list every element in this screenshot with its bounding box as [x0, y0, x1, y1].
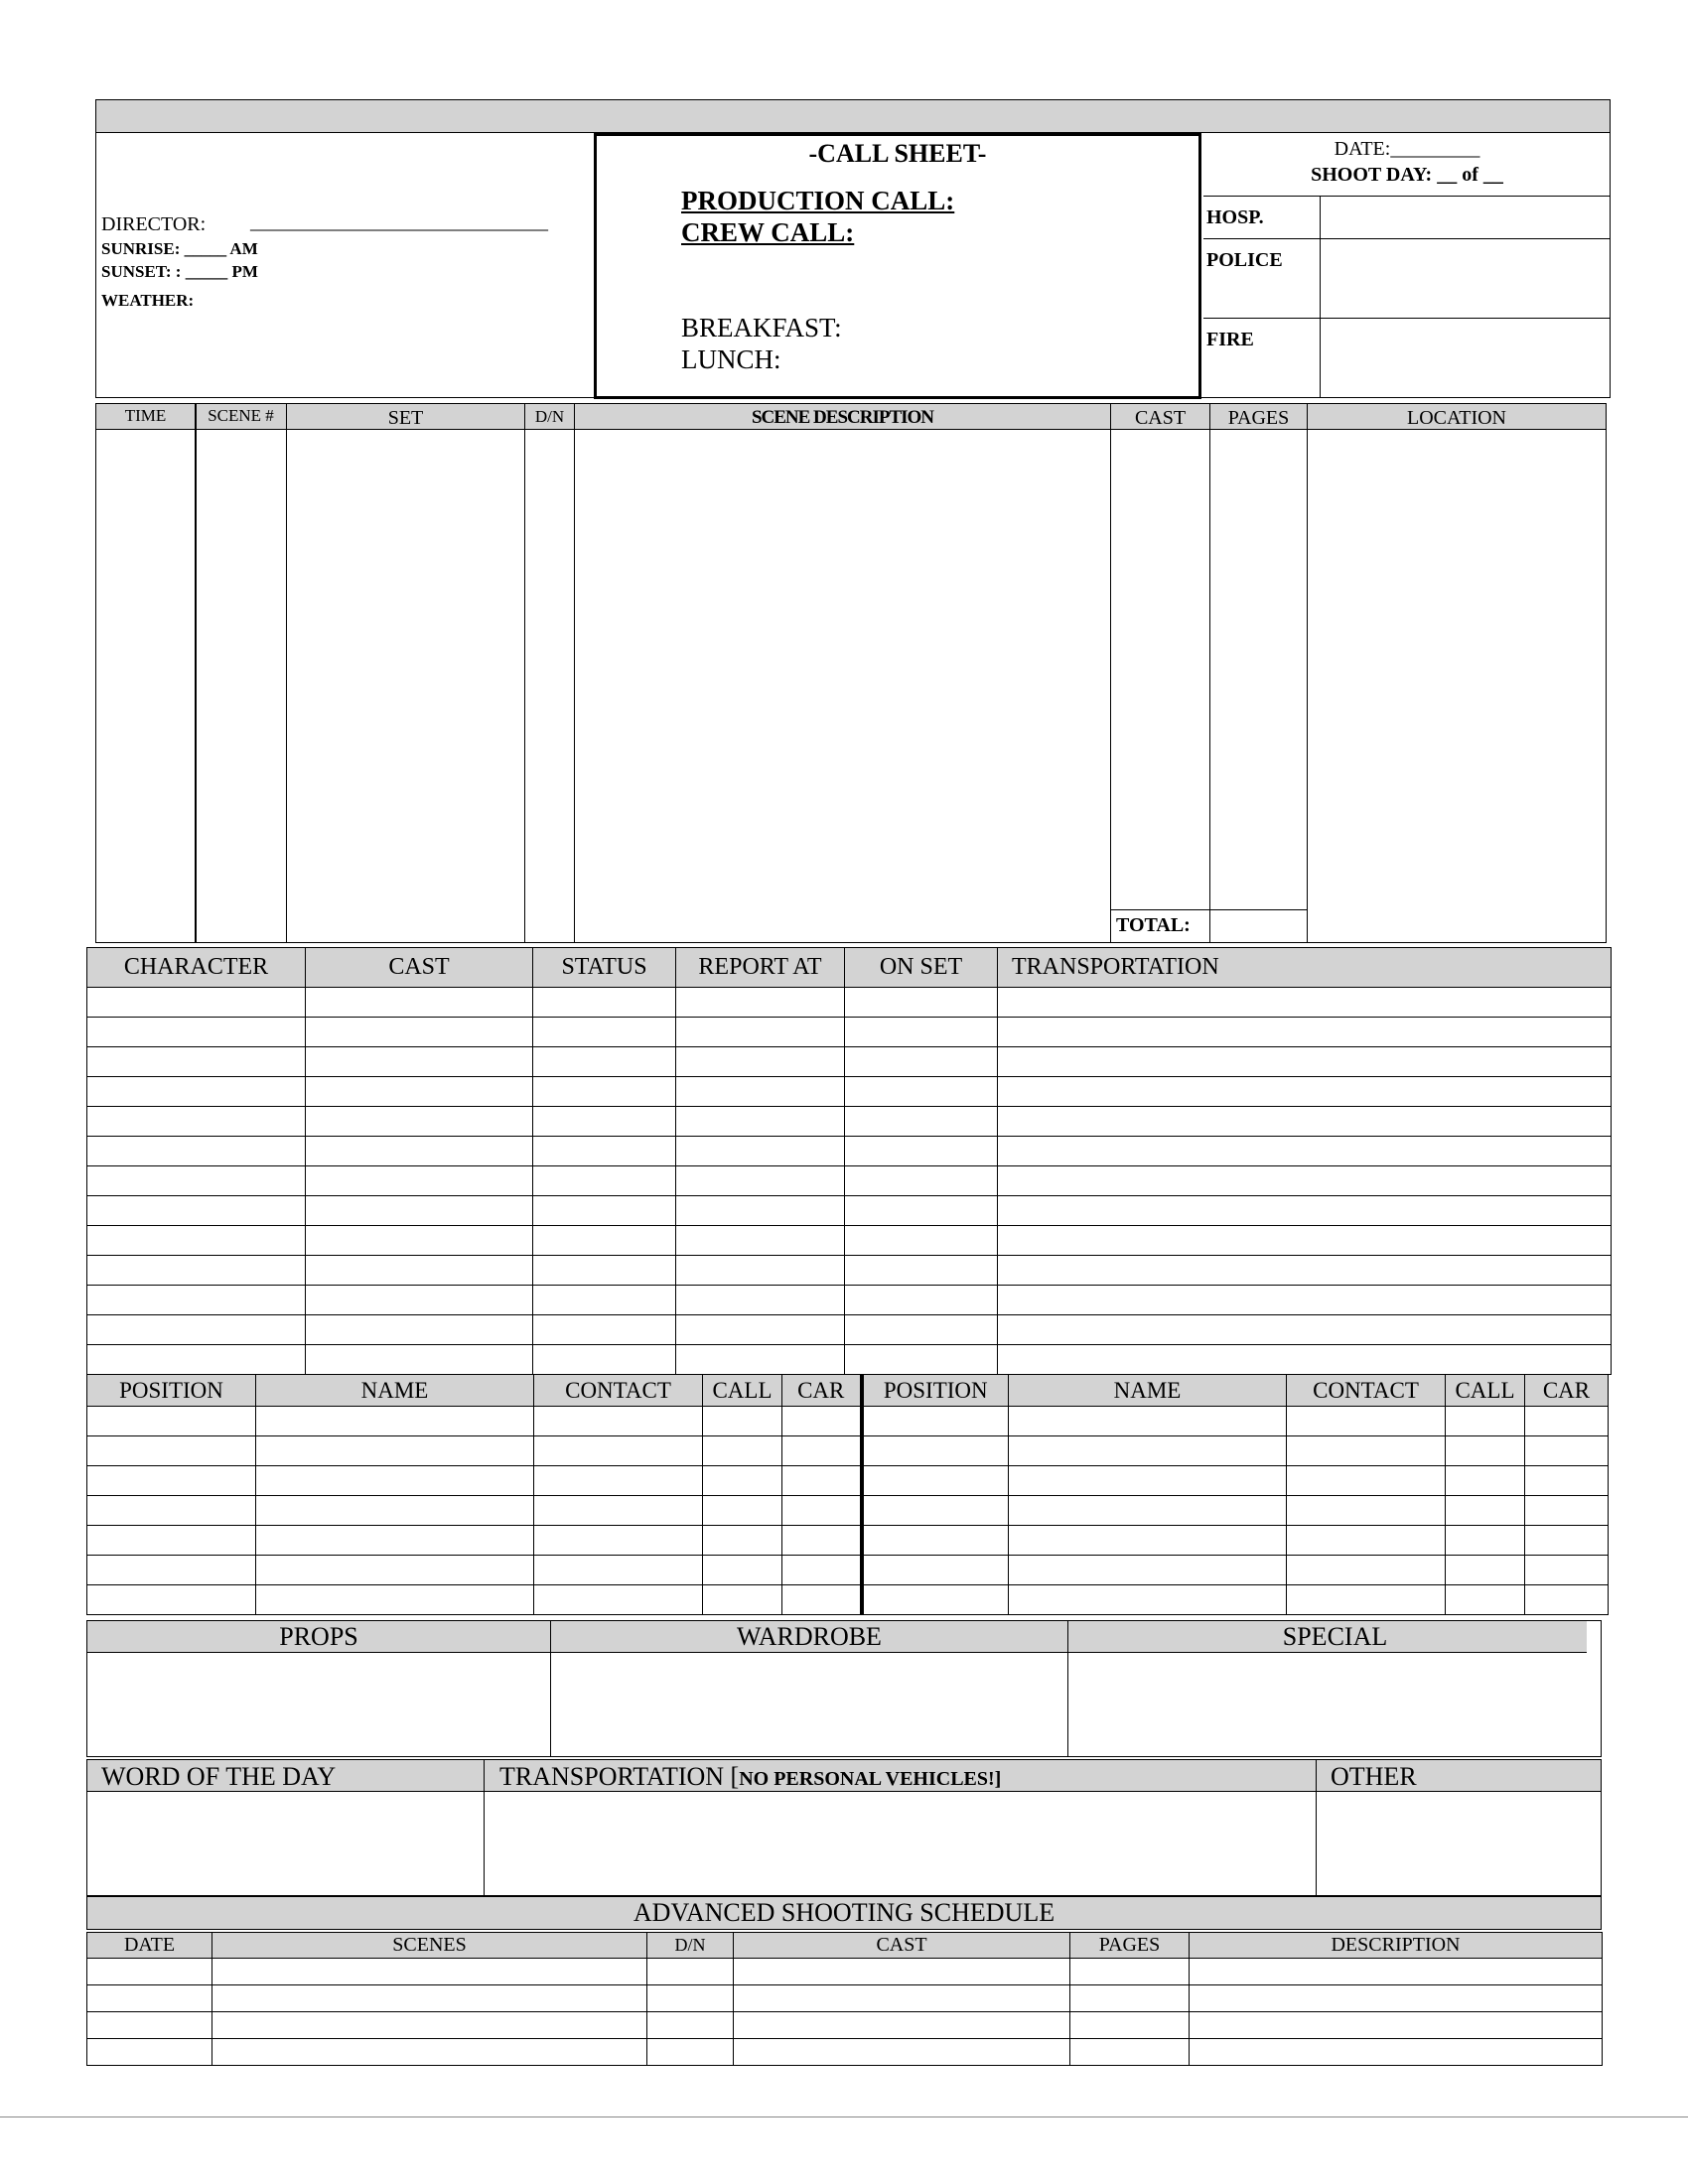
table-cell[interactable] — [533, 1047, 676, 1077]
table-cell[interactable] — [87, 1018, 306, 1047]
table-cell[interactable] — [1190, 1985, 1603, 2012]
table-cell[interactable] — [676, 1137, 845, 1166]
table-cell[interactable] — [862, 1466, 1009, 1496]
scenes-table — [95, 403, 1607, 943]
table-cell[interactable] — [782, 1407, 862, 1436]
scenes-col-location: LOCATION — [1407, 407, 1506, 429]
scenes-col-description: SCENE DESCRIPTION — [751, 407, 934, 428]
table-cell[interactable] — [534, 1407, 703, 1436]
table-cell[interactable] — [1287, 1407, 1446, 1436]
table-cell[interactable] — [703, 1466, 782, 1496]
table-cell[interactable] — [1009, 1436, 1287, 1466]
table-cell[interactable] — [1190, 1959, 1603, 1985]
table-cell[interactable] — [845, 1315, 998, 1345]
crew-table — [86, 1374, 1609, 1615]
table-cell[interactable] — [534, 1436, 703, 1466]
table-cell[interactable] — [998, 1166, 1612, 1196]
police-label: POLICE — [1206, 249, 1283, 271]
cast-table — [86, 947, 1612, 1375]
table-cell[interactable] — [998, 988, 1612, 1018]
table-cell[interactable] — [862, 1496, 1009, 1526]
table-row — [87, 1407, 1609, 1436]
table-cell[interactable] — [533, 1226, 676, 1256]
table-cell[interactable] — [703, 1526, 782, 1556]
table-cell[interactable] — [1525, 1556, 1609, 1585]
table-cell[interactable] — [676, 1047, 845, 1077]
adv-col-scenes: SCENES — [212, 1933, 647, 1959]
table-cell[interactable] — [998, 1107, 1612, 1137]
page-bottom-rule — [0, 2116, 1688, 2117]
lunch-label: LUNCH: — [681, 344, 781, 374]
table-cell[interactable] — [1287, 1466, 1446, 1496]
table-cell[interactable] — [87, 1256, 306, 1286]
table-cell[interactable] — [256, 1496, 534, 1526]
table-cell[interactable] — [998, 1077, 1612, 1107]
table-cell[interactable] — [1009, 1466, 1287, 1496]
table-cell[interactable] — [256, 1466, 534, 1496]
table-cell[interactable] — [845, 1047, 998, 1077]
table-cell[interactable] — [306, 1107, 533, 1137]
table-cell[interactable] — [256, 1585, 534, 1615]
table-cell[interactable] — [256, 1407, 534, 1436]
table-cell[interactable] — [1070, 1959, 1190, 1985]
table-cell[interactable] — [256, 1556, 534, 1585]
table-cell[interactable] — [998, 1256, 1612, 1286]
table-cell[interactable] — [998, 1315, 1612, 1345]
table-cell[interactable] — [703, 1496, 782, 1526]
table-cell[interactable] — [734, 1959, 1070, 1985]
crew-col-call-2: CALL — [1446, 1375, 1525, 1407]
table-cell[interactable] — [862, 1556, 1009, 1585]
table-cell[interactable] — [87, 1196, 306, 1226]
table-cell[interactable] — [845, 1166, 998, 1196]
table-cell[interactable] — [845, 1107, 998, 1137]
table-cell[interactable] — [862, 1585, 1009, 1615]
table-cell[interactable] — [1287, 1436, 1446, 1466]
table-cell[interactable] — [647, 1959, 734, 1985]
cast-col-report-at: REPORT AT — [676, 948, 845, 988]
cast-col-status: STATUS — [533, 948, 676, 988]
table-cell[interactable] — [845, 1345, 998, 1375]
table-cell[interactable] — [256, 1436, 534, 1466]
advanced-title: ADVANCED SHOOTING SCHEDULE — [633, 1898, 1055, 1927]
adv-col-description: DESCRIPTION — [1190, 1933, 1603, 1959]
no-personal-vehicles: NO PERSONAL VEHICLES!] — [739, 1768, 1002, 1790]
cast-col-transportation: TRANSPORTATION — [998, 948, 1612, 988]
table-cell[interactable] — [647, 2012, 734, 2039]
table-cell[interactable] — [87, 1286, 306, 1315]
sunrise-label: SUNRISE: _____ AM — [101, 239, 258, 258]
table-cell[interactable] — [1070, 2039, 1190, 2066]
table-cell[interactable] — [998, 1286, 1612, 1315]
table-cell[interactable] — [87, 2012, 212, 2039]
shoot-day-label: SHOOT DAY: __ of __ — [1311, 164, 1503, 186]
table-cell[interactable] — [87, 1226, 306, 1256]
table-cell[interactable] — [845, 1137, 998, 1166]
table-cell[interactable] — [306, 1226, 533, 1256]
table-cell[interactable] — [676, 988, 845, 1018]
table-cell[interactable] — [306, 1256, 533, 1286]
table-cell[interactable] — [306, 1196, 533, 1226]
table-cell[interactable] — [306, 1047, 533, 1077]
scenes-col-time: TIME — [124, 406, 167, 425]
date-label: DATE:_________ — [1334, 138, 1480, 160]
table-row — [87, 1496, 1609, 1526]
table-cell[interactable] — [1446, 1466, 1525, 1496]
table-cell[interactable] — [87, 1166, 306, 1196]
table-cell[interactable] — [734, 2039, 1070, 2066]
table-row — [87, 1959, 1603, 1985]
table-cell[interactable] — [1525, 1436, 1609, 1466]
table-cell[interactable] — [703, 1556, 782, 1585]
table-cell[interactable] — [676, 1077, 845, 1107]
table-cell[interactable] — [862, 1526, 1009, 1556]
adv-col-cast: CAST — [734, 1933, 1070, 1959]
table-cell[interactable] — [1009, 1526, 1287, 1556]
table-cell[interactable] — [533, 1196, 676, 1226]
table-cell[interactable] — [533, 1077, 676, 1107]
table-cell[interactable] — [734, 2012, 1070, 2039]
scenes-col-cast: CAST — [1134, 407, 1187, 429]
table-row — [87, 1526, 1609, 1556]
crew-col-car-2: CAR — [1525, 1375, 1609, 1407]
table-cell[interactable] — [533, 988, 676, 1018]
table-cell[interactable] — [533, 1286, 676, 1315]
table-cell[interactable] — [845, 1256, 998, 1286]
table-row — [87, 1585, 1609, 1615]
table-cell[interactable] — [676, 1345, 845, 1375]
table-cell[interactable] — [676, 1166, 845, 1196]
table-row — [87, 1985, 1603, 2012]
special-label: SPECIAL — [1282, 1622, 1388, 1651]
table-cell[interactable] — [87, 1496, 256, 1526]
crew-call-label: CREW CALL: — [681, 217, 855, 247]
crew-col-contact: CONTACT — [534, 1375, 703, 1407]
table-row — [87, 1077, 1612, 1107]
table-cell[interactable] — [87, 1047, 306, 1077]
table-cell[interactable] — [1070, 2012, 1190, 2039]
table-cell[interactable] — [87, 1959, 212, 1985]
table-cell[interactable] — [734, 1985, 1070, 2012]
table-cell[interactable] — [1446, 1496, 1525, 1526]
table-cell[interactable] — [87, 1407, 256, 1436]
table-cell[interactable] — [845, 1077, 998, 1107]
table-cell[interactable] — [998, 1018, 1612, 1047]
adv-col-date: DATE — [87, 1933, 212, 1959]
table-cell[interactable] — [87, 1556, 256, 1585]
table-cell[interactable] — [676, 1107, 845, 1137]
table-cell[interactable] — [534, 1585, 703, 1615]
table-cell[interactable] — [1287, 1496, 1446, 1526]
fire-label: FIRE — [1206, 329, 1254, 350]
table-cell[interactable] — [998, 1226, 1612, 1256]
table-cell[interactable] — [256, 1526, 534, 1556]
table-cell[interactable] — [87, 1077, 306, 1107]
table-cell[interactable] — [845, 1286, 998, 1315]
table-cell[interactable] — [1009, 1496, 1287, 1526]
table-cell[interactable] — [998, 1047, 1612, 1077]
table-cell[interactable] — [998, 1137, 1612, 1166]
crew-col-car: CAR — [782, 1375, 862, 1407]
table-cell[interactable] — [87, 1315, 306, 1345]
table-cell[interactable] — [533, 1166, 676, 1196]
table-cell[interactable] — [212, 1959, 647, 1985]
table-cell[interactable] — [87, 1526, 256, 1556]
table-cell[interactable] — [782, 1496, 862, 1526]
table-cell[interactable] — [533, 1107, 676, 1137]
scenes-col-set: SET — [387, 407, 424, 429]
table-cell[interactable] — [782, 1466, 862, 1496]
director-line: ______________________________ — [250, 211, 548, 233]
sunset-label: SUNSET: : _____ PM — [101, 262, 258, 281]
table-cell[interactable] — [1446, 1526, 1525, 1556]
table-row — [87, 1018, 1612, 1047]
table-cell[interactable] — [703, 1436, 782, 1466]
table-cell[interactable] — [1009, 1407, 1287, 1436]
table-cell[interactable] — [306, 1077, 533, 1107]
table-cell[interactable] — [534, 1466, 703, 1496]
table-cell[interactable] — [1070, 1985, 1190, 2012]
table-cell[interactable] — [87, 2039, 212, 2066]
table-cell[interactable] — [1287, 1585, 1446, 1615]
table-cell[interactable] — [1190, 2039, 1603, 2066]
table-cell[interactable] — [862, 1407, 1009, 1436]
table-cell[interactable] — [534, 1526, 703, 1556]
table-cell[interactable] — [676, 1315, 845, 1345]
table-cell[interactable] — [647, 1985, 734, 2012]
call-sheet-title: -CALL SHEET- — [808, 139, 987, 168]
table-cell[interactable] — [533, 1137, 676, 1166]
table-cell[interactable] — [998, 1196, 1612, 1226]
table-cell[interactable] — [1287, 1526, 1446, 1556]
table-row — [87, 2012, 1603, 2039]
table-row — [87, 1256, 1612, 1286]
table-cell[interactable] — [306, 1345, 533, 1375]
table-cell[interactable] — [1446, 1585, 1525, 1615]
adv-col-pages: PAGES — [1070, 1933, 1190, 1959]
table-cell[interactable] — [1446, 1407, 1525, 1436]
adv-col-dn: D/N — [647, 1933, 734, 1959]
cast-col-character: CHARACTER — [87, 948, 306, 988]
table-cell[interactable] — [845, 1018, 998, 1047]
table-cell[interactable] — [782, 1556, 862, 1585]
crew-col-name-2: NAME — [1009, 1375, 1287, 1407]
word-of-day-label: WORD OF THE DAY — [101, 1762, 337, 1791]
table-cell[interactable] — [782, 1585, 862, 1615]
table-cell[interactable] — [676, 1018, 845, 1047]
table-row — [87, 2039, 1603, 2066]
table-cell[interactable] — [676, 1196, 845, 1226]
table-cell[interactable] — [534, 1556, 703, 1585]
table-cell[interactable] — [306, 1315, 533, 1345]
advanced-table — [86, 1932, 1603, 2066]
crew-col-call: CALL — [703, 1375, 782, 1407]
table-cell[interactable] — [87, 1436, 256, 1466]
weather-label: WEATHER: — [101, 291, 195, 310]
other-label: OTHER — [1331, 1762, 1417, 1791]
table-cell[interactable] — [87, 1107, 306, 1137]
table-cell[interactable] — [862, 1436, 1009, 1466]
table-cell[interactable] — [1525, 1466, 1609, 1496]
table-row — [87, 1556, 1609, 1585]
table-cell[interactable] — [534, 1496, 703, 1526]
table-cell[interactable] — [1525, 1526, 1609, 1556]
table-cell[interactable] — [845, 988, 998, 1018]
table-cell[interactable] — [533, 1345, 676, 1375]
table-cell[interactable] — [1287, 1556, 1446, 1585]
hosp-label: HOSP. — [1206, 206, 1264, 228]
table-row — [87, 1436, 1609, 1466]
table-row — [87, 1345, 1612, 1375]
table-cell[interactable] — [1190, 2012, 1603, 2039]
table-cell[interactable] — [703, 1407, 782, 1436]
table-cell[interactable] — [306, 1166, 533, 1196]
table-cell[interactable] — [87, 988, 306, 1018]
props-label: PROPS — [279, 1622, 358, 1651]
wardrobe-label: WARDROBE — [737, 1622, 882, 1651]
scenes-col-dn: D/N — [534, 407, 565, 426]
table-cell[interactable] — [212, 2039, 647, 2066]
crew-col-position: POSITION — [87, 1375, 256, 1407]
scenes-col-pages: PAGES — [1227, 407, 1290, 429]
table-cell[interactable] — [703, 1585, 782, 1615]
table-cell[interactable] — [212, 1985, 647, 2012]
table-row — [87, 1107, 1612, 1137]
table-cell[interactable] — [845, 1226, 998, 1256]
table-cell[interactable] — [87, 1585, 256, 1615]
table-cell[interactable] — [782, 1526, 862, 1556]
table-row — [87, 1315, 1612, 1345]
table-cell[interactable] — [1009, 1585, 1287, 1615]
table-cell[interactable] — [87, 1137, 306, 1166]
table-cell[interactable] — [676, 1226, 845, 1256]
table-cell[interactable] — [306, 1286, 533, 1315]
transportation-notes — [499, 1764, 1001, 1790]
table-cell[interactable] — [306, 1018, 533, 1047]
table-cell[interactable] — [1009, 1556, 1287, 1585]
table-row — [87, 1196, 1612, 1226]
scenes-col-scene: SCENE # — [208, 406, 274, 425]
table-cell[interactable] — [533, 1315, 676, 1345]
breakfast-label: BREAKFAST: — [681, 313, 842, 342]
table-row — [87, 1166, 1612, 1196]
table-cell[interactable] — [1446, 1436, 1525, 1466]
table-cell[interactable] — [212, 2012, 647, 2039]
crew-col-name: NAME — [256, 1375, 534, 1407]
transportation-notes-label: TRANSPORTATION [ — [499, 1762, 740, 1791]
table-cell[interactable] — [533, 1018, 676, 1047]
crew-col-contact-2: CONTACT — [1287, 1375, 1446, 1407]
director-label: DIRECTOR: — [101, 213, 207, 235]
crew-col-position-2: POSITION — [862, 1375, 1009, 1407]
table-row — [87, 988, 1612, 1018]
table-cell[interactable] — [676, 1286, 845, 1315]
cast-col-on-set: ON SET — [845, 948, 998, 988]
title-underline: ______________________________ — [608, 116, 906, 138]
table-row — [87, 1226, 1612, 1256]
production-call-label: PRODUCTION CALL: — [681, 186, 955, 215]
table-cell[interactable] — [1525, 1407, 1609, 1436]
table-cell[interactable] — [647, 2039, 734, 2066]
table-cell[interactable] — [87, 1985, 212, 2012]
table-cell[interactable] — [87, 1345, 306, 1375]
table-cell[interactable] — [782, 1436, 862, 1466]
table-cell[interactable] — [998, 1345, 1612, 1375]
table-cell[interactable] — [845, 1196, 998, 1226]
table-row — [87, 1047, 1612, 1077]
cast-col-cast: CAST — [306, 948, 533, 988]
table-cell[interactable] — [533, 1256, 676, 1286]
table-cell[interactable] — [306, 1137, 533, 1166]
table-cell[interactable] — [306, 988, 533, 1018]
total-label: TOTAL: — [1116, 914, 1191, 936]
table-row — [87, 1137, 1612, 1166]
table-cell[interactable] — [1525, 1585, 1609, 1615]
table-row — [87, 1466, 1609, 1496]
table-cell[interactable] — [87, 1466, 256, 1496]
table-cell[interactable] — [1446, 1556, 1525, 1585]
table-cell[interactable] — [1525, 1496, 1609, 1526]
table-row — [87, 1286, 1612, 1315]
table-cell[interactable] — [676, 1256, 845, 1286]
